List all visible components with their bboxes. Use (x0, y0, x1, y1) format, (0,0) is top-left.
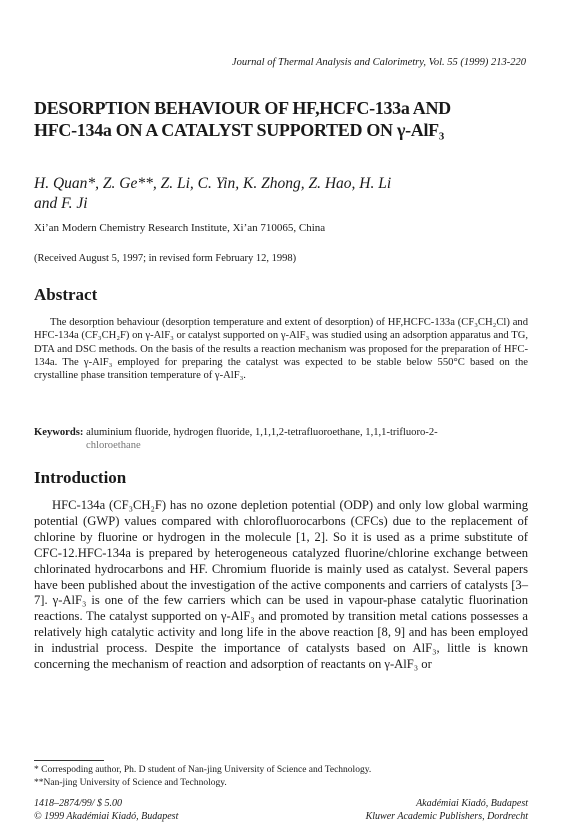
title-line-2: HFC-134a ON A CATALYST SUPPORTED ON γ-AlF₃ (34, 120, 444, 140)
article-title (34, 97, 534, 141)
issn-price: 1418–2874/99/ $ 5.00 (34, 798, 123, 809)
abstract-heading: Abstract (34, 285, 98, 304)
copyright: © 1999 Akadémiai Kiadó, Budapest (34, 811, 179, 822)
footer-left (34, 797, 178, 823)
footnote-2: **Nan-jing University of Science and Technology. (34, 777, 227, 788)
title-line-1: DESORPTION BEHAVIOUR OF HF,HCFC-133a AND (34, 98, 451, 118)
keywords-text: aluminium fluoride, hydrogen fluoride, 1,1,1,2-tetrafluoroethane, 1,1,1-trifluoro-2- (83, 427, 438, 438)
abstract-body (34, 316, 528, 382)
footnote-divider (34, 760, 104, 761)
received-dates: (Received August 5, 1997; in revised form February 12, 1998) (34, 253, 297, 264)
footnote-1: * Correspoding author, Ph. D student of Nan-jing University of Science and Technology. (34, 765, 372, 775)
keywords-label: Keywords: (34, 427, 84, 438)
introduction-text: HFC-134a (CF₃CH₂F) has no ozone depletion potential (ODP) and only low global warming potential (GWP) values compared with chlorofluorocarbons (CFCs) due to the replacement of chlorine by fluorine or hydrogen in the molecule [1, 2]. So it is used as a prime substitute of CFC-12.HFC-134a is prepared by heterogeneous catalyzed fluorine/chlorine exchange between chlorinated hydrocarbons and HF. Chromium fluoride is mainly used as catalyst. Several papers have been published about the investigation of the active components and carriers of catalysts [3–7]. γ-AlF₃ is one of the few carriers which can be used in vapour-phase catalytic fluorination reactions. The catalyst supported on γ-AlF₃ and promoted by transition metal cations possesses a relatively high catalytic activity and long life in the above reaction [8, 9] and has been employed in industrial process. Despite the importance of catalysts based on AlF₃, little is known concerning the mechanism of reaction and adsorption of reactants on γ-AlF₃ or (34, 498, 528, 672)
introduction-body (34, 498, 528, 673)
keywords-continued: chloroethane (86, 440, 141, 451)
affiliation: Xi’an Modern Chemistry Research Institute, Xi’an 710065, China (34, 222, 326, 234)
authors-line-1: H. Quan*, Z. Ge**, Z. Li, C. Yin, K. Zhong, Z. Hao, H. Li (34, 175, 392, 192)
authors-line-2: and F. Ji (34, 195, 88, 212)
keywords (34, 426, 528, 452)
footer-right (366, 797, 528, 823)
publisher-1: Akadémiai Kiadó, Budapest (416, 798, 528, 809)
abstract-text: The desorption behaviour (desorption temperature and extent of desorption) of HF,HCFC-133a (CF₃CH₂Cl) and HFC-134a (CF₃CH₂F) on γ-AlF₃ or catalyst supported on γ-AlF₃ was studied using an adsorption apparatus and TG, DTA and DSC methods. On the basis of the results a reaction mechanism was proposed for the preparation of HFC-134a. The γ-AlF₃ employed for preparing the catalyst was expected to be stable below 550°C based on the crystalline phase transition temperature of γ-AlF₃. (34, 317, 528, 382)
journal-citation: Journal of Thermal Analysis and Calorimetry, Vol. 55 (1999) 213-220 (231, 57, 526, 68)
introduction-heading: Introduction (34, 468, 127, 487)
publisher-2: Kluwer Academic Publishers, Dordrecht (365, 811, 528, 822)
footnotes (34, 764, 528, 789)
author-list (34, 174, 534, 214)
